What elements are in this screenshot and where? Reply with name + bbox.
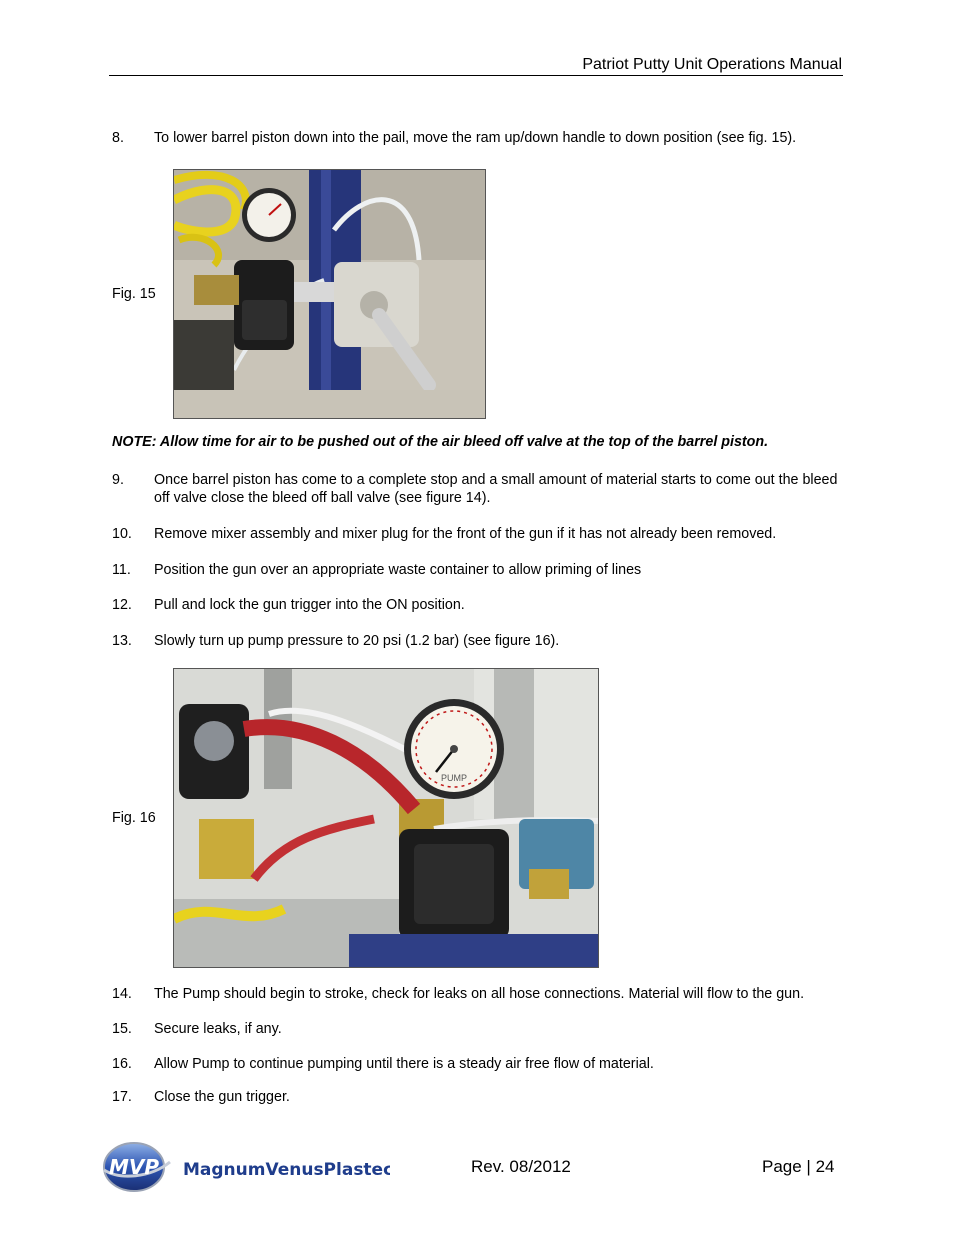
pump-gauge-photo bbox=[174, 669, 598, 967]
step-text: Position the gun over an appropriate waste container to allow priming of lines bbox=[154, 562, 642, 578]
step-number: 12. bbox=[112, 597, 132, 613]
step-text: Close the gun trigger. bbox=[154, 1089, 290, 1105]
step-number: 11. bbox=[112, 562, 131, 578]
step-number: 16. bbox=[112, 1056, 132, 1072]
step-item bbox=[112, 596, 872, 614]
figure-16-photo bbox=[173, 668, 599, 968]
document-title: Patriot Putty Unit Operations Manual bbox=[582, 56, 842, 73]
figure-15-photo bbox=[173, 169, 486, 419]
header-divider bbox=[109, 75, 843, 76]
step-text: Pull and lock the gun trigger into the ON position. bbox=[154, 597, 465, 613]
step-number: 10. bbox=[112, 526, 132, 542]
revision-date: Rev. 08/2012 bbox=[471, 1157, 571, 1176]
step-text: Remove mixer assembly and mixer plug for the front of the gun if it has not already been removed. bbox=[154, 526, 777, 542]
step-item bbox=[112, 471, 872, 507]
logo-badge: MVP bbox=[108, 1155, 160, 1179]
gauge-label: PUMP bbox=[440, 773, 468, 783]
logo-wordmark: MagnumVenusPlastech bbox=[183, 1160, 390, 1180]
figure-label: Fig. 15 bbox=[112, 286, 156, 302]
step-number: 13. bbox=[112, 633, 132, 649]
step-number: 8. bbox=[112, 130, 124, 146]
step-text: Allow Pump to continue pumping until there is a steady air free flow of material. bbox=[154, 1056, 654, 1072]
step-item bbox=[112, 129, 872, 147]
step-text: The Pump should begin to stroke, check for leaks on all hose connections. Material will flow to the gun. bbox=[154, 986, 805, 1002]
step-number: 17. bbox=[112, 1089, 132, 1105]
step-text: To lower barrel piston down into the pail, move the ram up/down handle to down position (see fig. 15). bbox=[154, 130, 797, 146]
step-number: 14. bbox=[112, 986, 132, 1002]
company-logo bbox=[100, 1140, 390, 1200]
step-text: Secure leaks, if any. bbox=[154, 1021, 282, 1037]
figure-label: Fig. 16 bbox=[112, 810, 156, 826]
step-item bbox=[112, 1088, 872, 1106]
ram-control-photo bbox=[174, 170, 485, 418]
note-text: NOTE: Allow time for air to be pushed out of the air bleed off valve at the top of the barrel piston. bbox=[112, 434, 769, 450]
step-item bbox=[112, 632, 872, 650]
page-number: Page | 24 bbox=[762, 1157, 835, 1176]
step-item bbox=[112, 1055, 872, 1073]
step-text: Slowly turn up pump pressure to 20 psi (1.2 bar) (see figure 16). bbox=[154, 633, 560, 649]
step-item bbox=[112, 525, 872, 543]
step-number: 9. bbox=[112, 472, 124, 488]
step-text: Once barrel piston has come to a complete stop and a small amount of material starts to come out the bleed off valve close the bleed off ball valve (see figure 14). bbox=[154, 472, 838, 506]
step-item bbox=[112, 1020, 872, 1038]
step-item bbox=[112, 985, 872, 1003]
step-number: 15. bbox=[112, 1021, 132, 1037]
step-item bbox=[112, 561, 872, 579]
